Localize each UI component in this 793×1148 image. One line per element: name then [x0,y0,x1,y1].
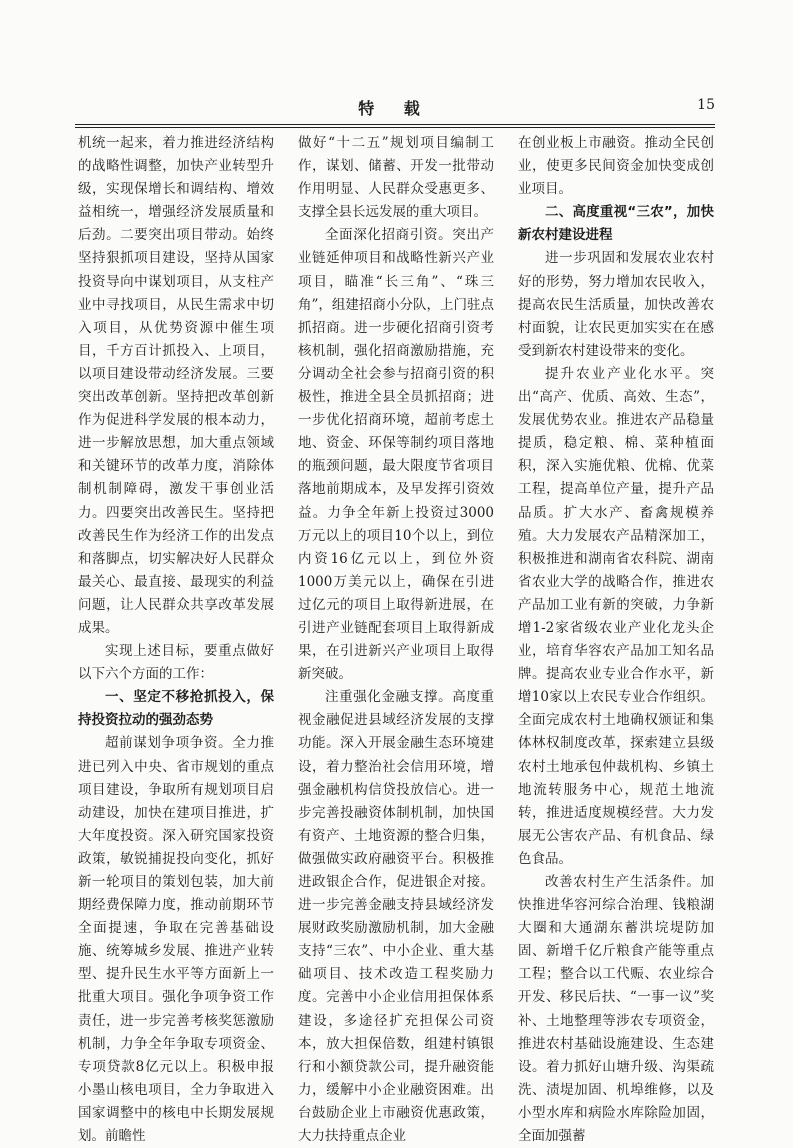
paragraph: 在创业板上市融资。推动全民创业，使更多民间资金加快变成创业项目。 [518,135,714,198]
section-heading: 二、高度重视“三农”，加快新农村建设进程 [518,204,714,244]
text-column-3 [518,132,714,1145]
page-header [75,96,715,118]
section-title: 特 载 [358,99,432,118]
paragraph: 提升农业产业化水平。突出“高产、优质、高效、生态”，发展优势农业。推进农产品稳量提质，稳定粮、棉、菜种植面积，深入实施优粮、优棉、优菜工程，提高单位产量，提升产品品质。扩大水产、畜禽规模养殖。大力发展农产品精深加工，积极推进和湖南省农科院、湖南省农业大学的战略合作，推进农产品加工业有新的突破，力争新增1-2家省级农业产业化龙头企业，培育华容农产品加工知名品牌。提高农业专业合作水平，新增10家以上农民专业合作组织。全面完成农村土地确权颁证和集体林权制度改革，探索建立县级农村土地承包仲裁机构、乡镇土地流转服务中心，规范土地流转，推进适度规模经营。大力发展无公害农产品、有机食品、绿色食品。 [518,365,714,867]
paragraph: 注重强化金融支撑。高度重视金融促进县域经济发展的支撑功能。深入开展金融生态环境建设，着力整治社会信用环境，增强金融机构信贷投放信心。进一步完善投融资体制机制，加快国有资产、土地资源的整合归集，做强做实政府融资平台。积极推进政银企合作，促进银企对接。进一步完善金融支持县域经济发展财政奖励激励机制，加大金融支持“三农”、中小企业、重大基础项目、技术改造工程奖励力度。完善中小企业信用担保体系建设，多途径扩充担保公司资本，放大担保倍数，组建村镇银行和小额贷款公司，提升融资能力，缓解中小企业融资困难。出台鼓励企业上市融资优惠政策，大力扶持重点企业 [298,689,494,1145]
section-heading: 一、坚定不移抢抓投入，保持投资拉动的强劲态势 [78,689,274,729]
paragraph: 做好“十二五”规划项目编制工作，谋划、储蓄、开发一批带动作用明显、人民群众受惠更多、支撑全县长远发展的重大项目。 [298,135,494,221]
paragraph: 进一步巩固和发展农业农村好的形势，努力增加农民收入，提高农民生活质量，加快改善农村面貌，让农民更加实实在在感受到新农村建设带来的变化。 [518,250,714,359]
page-number: 15 [697,97,715,113]
text-column-2 [298,132,494,1145]
paragraph: 改善农村生产生活条件。加快推进华容河综合治理、钱粮湖大圈和大通湖东蓄洪垸堤防加固、新增千亿斤粮食产能等重点工程；整合以工代赈、农业综合开发、移民后扶、“一事一议”奖补、土地整理等涉农专项资金，推进农村基础设施建设、生态建设。着力抓好山塘升级、沟渠疏洗、渍堤加固、机埠维修，以及小型水库和病险水库除险加固，全面加强蓄 [518,874,714,1145]
paragraph: 实现上述目标，要重点做好以下六个方面的工作： [78,643,274,683]
header-rule-second [75,127,715,128]
paragraph: 全面深化招商引资。突出产业链延伸项目和战略性新兴产业项目，瞄准“长三角”、“珠三角”，组建招商小分队，上门驻点抓招商。进一步硬化招商引资考核机制，强化招商激励措施，充分调动全社会参与招商引资的积极性，推进全县全员抓招商；进一步优化招商环境，超前考虑土地、资金、环保等制约项目落地的瓶颈问题，最大限度节省项目落地前期成本，及早发挥引资效益。力争全年新上投资过3000万元以上的项目10个以上，到位内资16亿元以上，到位外资1000万美元以上，确保在引进过亿元的项目上取得新进展，在引进产业链配套项目上取得新成果，在引进新兴产业项目上取得新突破。 [298,227,494,683]
paragraph: 超前谋划争项争资。全力推进已列入中央、省市规划的重点项目建设，争取所有规划项目启动建设，加快在建项目推进，扩大年度投资。深入研究国家投资政策，敏锐捕捉投向变化，抓好新一轮项目的策划包装，加大前期经费保障力度，推动前期环节全面提速，争取在完善基础设施、统筹城乡发展、推进产业转型、提升民生水平等方面新上一批重大项目。强化争项争资工作责任，进一步完善考核奖惩激励机制，力争全年争取专项资金、专项贷款8亿元以上。积极申报小墨山核电项目，全力争取进入国家调整中的核电中长期发展规划。前瞻性 [78,735,274,1145]
paragraph: 机统一起来，着力推进经济结构的战略性调整，加快产业转型升级，实现保增长和调结构、增效益相统一，增强经济发展质量和后劲。二要突出项目带动。始终坚持狠抓项目建设，坚持从国家投资导向中谋划项目，从支柱产业中寻找项目，从民生需求中切入项目，从优势资源中催生项目，千方百计抓投入、上项目，以项目建设带动经济发展。三要突出改革创新。坚持把改革创新作为促进科学发展的根本动力，进一步解放思想，加大重点领域和关键环节的改革力度，消除体制机制障碍，激发干事创业活力。四要突出改善民生。坚持把改善民生作为经济工作的出发点和落脚点，切实解决好人民群众最关心、最直接、最现实的利益问题，让人民群众共享改革发展成果。 [78,135,274,636]
text-column-1 [78,132,274,1145]
header-rule [75,124,715,125]
